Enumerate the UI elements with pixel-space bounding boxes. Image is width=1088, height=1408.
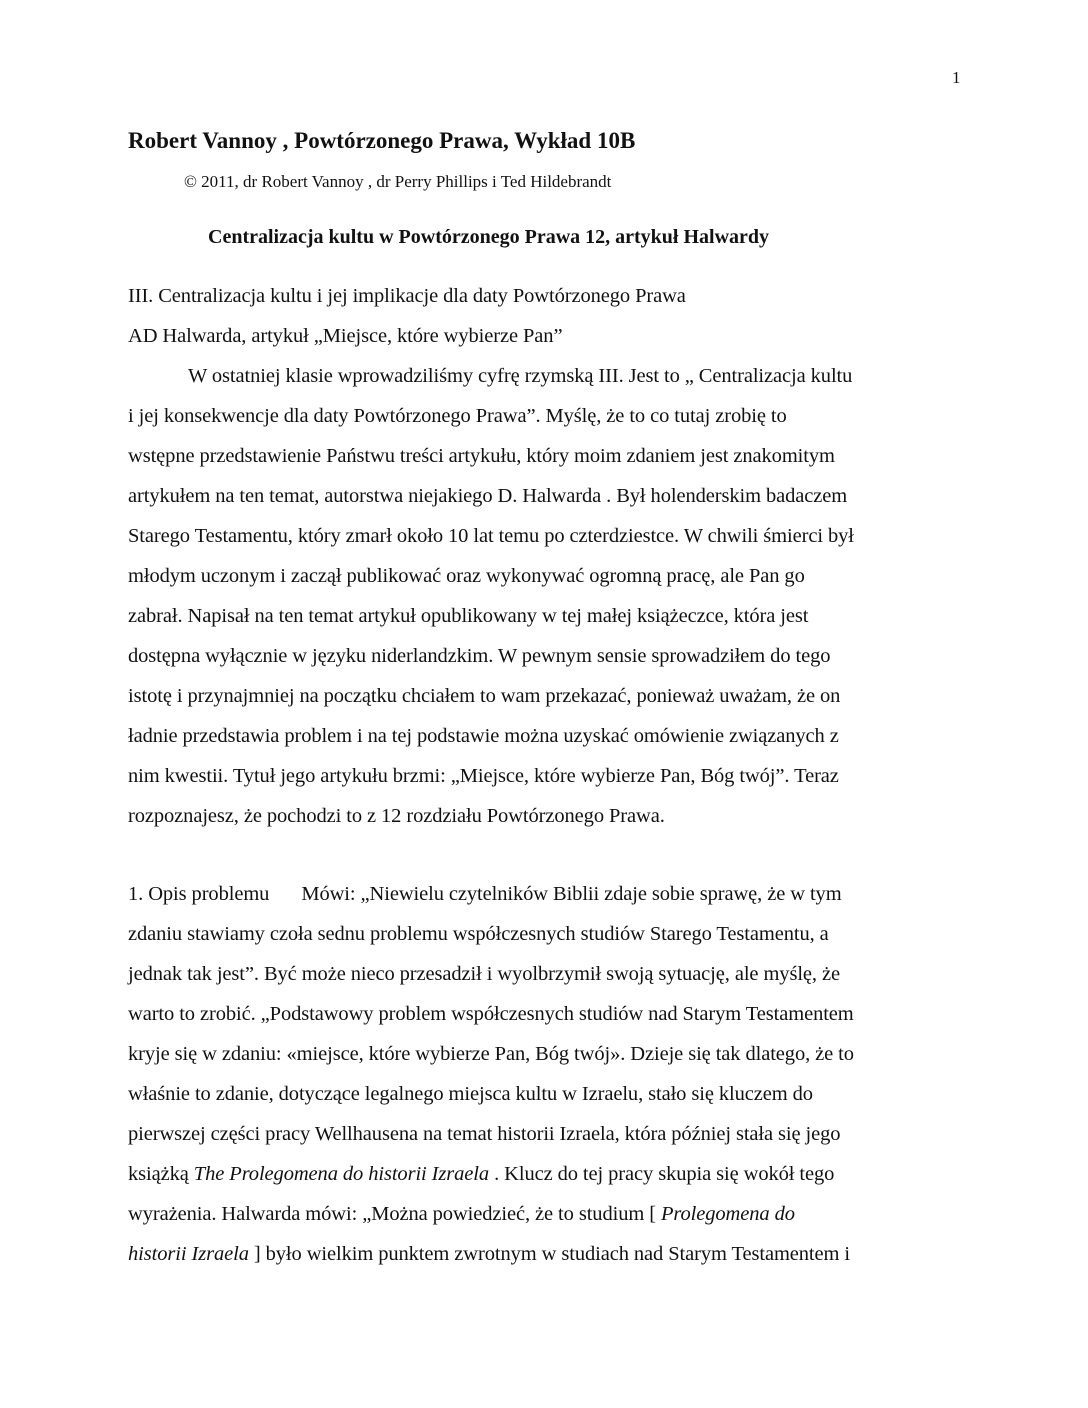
- paragraph-line: warto to zrobić. „Podstawowy problem współczesnych studiów nad Starym Testamentem: [128, 1003, 854, 1025]
- paragraph-line: ładnie przedstawia problem i na tej podstawie można uzyskać omówienie związanych z: [128, 725, 839, 747]
- document-title: Robert Vannoy , Powtórzonego Prawa, Wykład 10B: [128, 128, 636, 153]
- paragraph-line: dostępna wyłącznie w języku niderlandzkim. W pewnym sensie sprowadziłem do tego: [128, 645, 831, 667]
- paragraph-line: kryje się w zdaniu: «miejsce, które wybierze Pan, Bóg twój». Dzieje się tak dlatego, że to: [128, 1043, 854, 1065]
- paragraph-line: Starego Testamentu, który zmarł około 10 lat temu po czterdziestce. W chwili śmierci był: [128, 525, 854, 547]
- paragraph-line: pierwszej części pracy Wellhausena na temat historii Izraela, która później stała się jego: [128, 1123, 841, 1145]
- page-number: 1: [952, 68, 961, 87]
- outline-heading-line: III. Centralizacja kultu i jej implikacje dla daty Powtórzonego Prawa: [128, 285, 686, 307]
- paragraph-line: istotę i przynajmniej na początku chciałem to wam przekazać, ponieważ uważam, że on: [128, 685, 841, 707]
- line-text: . Klucz do tej pracy skupia się wokół tego: [489, 1163, 835, 1185]
- book-title-italic: Prolegomena do: [660, 1203, 795, 1225]
- paragraph-line: [128, 1154, 964, 1194]
- problem-line-text: Mówi: „Niewielu czytelników Biblii zdaje sobie sprawę, że w tym: [301, 883, 842, 905]
- line-text: ] było wielkim punktem zwrotnym w studiach nad Starym Testamentem i: [248, 1243, 850, 1265]
- paragraph-line: jednak tak jest”. Być może nieco przesadził i wyolbrzymił swoją sytuację, ale myślę, że: [128, 963, 840, 985]
- line-text: wyrażenia. Halwarda mówi: „Można powiedzieć, że to studium [: [128, 1203, 661, 1225]
- paragraph-line: zabrał. Napisał na ten temat artykuł opublikowany w tej małej książeczce, która jest: [128, 605, 809, 627]
- line-text: książką: [128, 1163, 194, 1185]
- problem-label: 1. Opis problemu: [128, 883, 270, 905]
- paragraph-line: nim kwestii. Tytuł jego artykułu brzmi: „Miejsce, które wybierze Pan, Bóg twój”. Teraz: [128, 765, 839, 787]
- book-title-italic: historii Izraela: [128, 1243, 249, 1265]
- paragraph-line: rozpoznajesz, że pochodzi to z 12 rozdziału Powtórzonego Prawa.: [128, 805, 665, 827]
- paragraph-line: [128, 1194, 964, 1234]
- outline-subheading-line: AD Halwarda, artykuł „Miejsce, które wybierze Pan”: [128, 325, 563, 347]
- book-title: The Prolegomena do historii Izraela: [193, 1163, 490, 1185]
- intro-paragraph: [128, 356, 964, 836]
- paragraph-line: artykułem na ten temat, autorstwa niejakiego D. Halwarda . Był holenderskim badaczem: [128, 485, 848, 507]
- section-title: Centralizacja kultu w Powtórzonego Prawa 12, artykuł Halwardy: [208, 226, 770, 248]
- paragraph-line: wstępne przedstawienie Państwu treści artykułu, który moim zdaniem jest znakomitym: [128, 445, 835, 467]
- paragraph-line: właśnie to zdanie, dotyczące legalnego miejsca kultu w Izraelu, stało się kluczem do: [128, 1083, 813, 1105]
- copyright-notice: © 2011, dr Robert Vannoy , dr Perry Phillips i Ted Hildebrandt: [184, 172, 612, 191]
- paragraph-line: zdaniu stawiamy czoła sednu problemu współczesnych studiów Starego Testamentu, a: [128, 923, 829, 945]
- paragraph-line: młodym uczonym i zaczął publikować oraz wykonywać ogromną pracę, ale Pan go: [128, 565, 805, 587]
- paragraph-line: [128, 1234, 964, 1274]
- outline-heading: [128, 276, 964, 356]
- problem-paragraph: [128, 874, 964, 1274]
- paragraph-line: i jej konsekwencje dla daty Powtórzonego Prawa”. Myślę, że to co tutaj zrobię to: [128, 405, 787, 427]
- paragraph-line: W ostatniej klasie wprowadziliśmy cyfrę rzymską III. Jest to „ Centralizacja kultu: [188, 365, 853, 387]
- paragraph-line: [128, 874, 964, 914]
